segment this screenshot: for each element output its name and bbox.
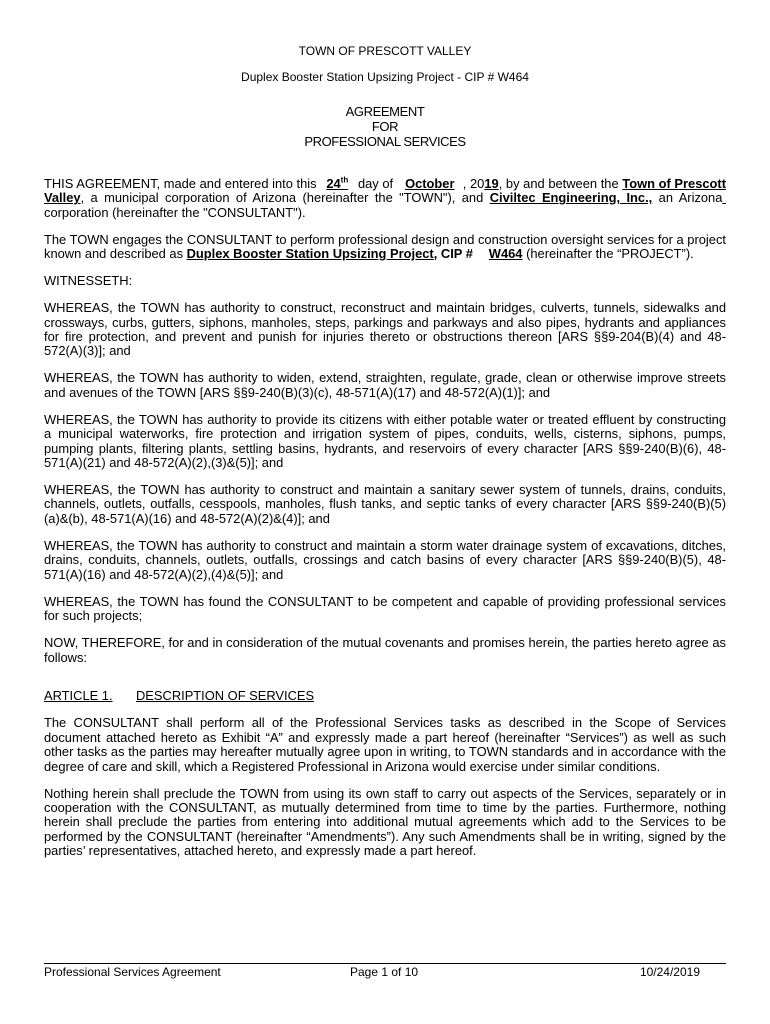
project-name: Duplex Booster Station Upsizing Project bbox=[186, 246, 434, 262]
month-field: October bbox=[405, 176, 455, 191]
document-body bbox=[44, 177, 726, 871]
footer-title: Professional Services Agreement bbox=[44, 965, 221, 979]
engages-text-1: The TOWN engages the CONSULTANT to perform professional design and construction oversight services for a project known and described as bbox=[44, 231, 726, 262]
page-number: Page 1 of 10 bbox=[350, 965, 419, 979]
header-project: Duplex Booster Station Upsizing Project - CIP # W464 bbox=[241, 70, 529, 84]
day-field bbox=[320, 177, 354, 191]
intro-text-7: corporation (hereinafter the "CONSULTANT"). bbox=[44, 204, 306, 220]
whereas-paragraph: WHEREAS, the TOWN has found the CONSULTANT to be competent and capable of providing professional services for such projects; bbox=[44, 593, 726, 624]
title-line-professional-services: PROFESSIONAL SERVICES bbox=[304, 134, 466, 149]
whereas-paragraph: WHEREAS, the TOWN has authority to provide its citizens with either potable water or treated effluent by constructing a municipal waterworks, fire protection and irrigation system of pipes, conduits, wells, cisterns, siphons, pumps, pumping plants, filtering plants, settling basins, hydrants, and reservoirs of every character [ARS §§9-240(B)(6), 48-571(A)(21) and 48-572(A)(2),(3)&(5)]; and bbox=[44, 411, 726, 471]
whereas-paragraph: WHEREAS, the TOWN has authority to construct, reconstruct and maintain bridges, culverts, tunnels, sidewalks and crossways, curbs, gutters, siphons, manholes, steps, parkings and parkways and also pipes, hydrants and appliances for fire protection, and prevent and punish for injuries thereto or obstructions thereon [ARS §§9-204(B)(4) and 48-572(A)(3)]; and bbox=[44, 300, 726, 359]
town-name: Town of Prescott Valley bbox=[44, 176, 727, 206]
intro-text-2: day of bbox=[357, 176, 394, 191]
year-field: 19 bbox=[484, 176, 499, 191]
witnesseth: WITNESSETH: bbox=[44, 273, 133, 289]
footer-date: 10/24/2019 bbox=[639, 965, 700, 979]
day-suffix: th bbox=[340, 175, 349, 185]
page-footer bbox=[44, 963, 726, 979]
consultant-name: Civiltec Engineering, Inc., bbox=[489, 190, 653, 206]
article-number: ARTICLE 1. bbox=[44, 687, 113, 703]
whereas-paragraph: WHEREAS, the TOWN has authority to widen, extend, straighten, regulate, grade, clean or otherwise improve streets and avenues of the TOWN [ARS §§9-240(B)(3)(c), 48-571(A)(17) and 48-572(A)(1)]; and bbox=[44, 370, 726, 400]
title-line-for: FOR bbox=[371, 119, 399, 134]
cip-label: , CIP # bbox=[433, 246, 477, 262]
intro-text-3: , 20 bbox=[462, 176, 485, 191]
article-heading bbox=[44, 689, 726, 703]
now-therefore-paragraph: NOW, THEREFORE, for and in consideration of the mutual covenants and promises herein, the parties hereto agree as follows: bbox=[44, 635, 726, 665]
intro-paragraph bbox=[44, 177, 726, 220]
whereas-paragraph: WHEREAS, the TOWN has authority to construct and maintain a storm water drainage system of excavations, ditches, drains, conduits, channels, outlets, outfalls, crossings and catch basins of every character [ARS §§9-240(B)(5), 48-571(A)(16) and 48-572(A)(2),(4)&(5)]; and bbox=[44, 537, 726, 582]
article-paragraph: The CONSULTANT shall perform all of the Professional Services tasks as described in the Scope of Services document attached hereto as Exhibit “A” and expressly made a part hereof (hereinafter “Services”) as well as such other tasks as the parties may hereafter mutually agree upon in writing, to TOWN standards and in accordance with the degree of care and skill, which a Registered Professional in Arizona would exercise under similar conditions. bbox=[44, 715, 726, 774]
intro-text-4: , by and between the bbox=[498, 176, 619, 191]
cip-number: W464 bbox=[488, 246, 523, 262]
engages-text-3: (hereinafter the “PROJECT”). bbox=[522, 246, 694, 262]
article-title: DESCRIPTION OF SERVICES bbox=[136, 687, 315, 703]
intro-text-6: an Arizona bbox=[652, 190, 723, 206]
intro-text-1: THIS AGREEMENT, made and entered into this bbox=[44, 176, 317, 191]
engages-paragraph bbox=[44, 233, 726, 262]
document-title bbox=[44, 104, 726, 149]
state-underline bbox=[722, 190, 726, 205]
whereas-paragraph: WHEREAS, the TOWN has authority to construct and maintain a sanitary sewer system of tunnels, drains, conduits, channels, outlets, outfalls, cesspools, manholes, flush tanks, and septic tanks of every character [ARS §§9-240(B)(5)(a)&(b), 48-571(A)(16) and 48-572(A)(2)&(4)]; and bbox=[44, 482, 726, 526]
title-line-agreement: AGREEMENT bbox=[345, 104, 425, 119]
intro-text-5: , a municipal corporation of Arizona (hereinafter the "TOWN"), and bbox=[80, 190, 484, 206]
header-town: TOWN OF PRESCOTT VALLEY bbox=[298, 44, 472, 58]
article-paragraph: Nothing herein shall preclude the TOWN from using its own staff to carry out aspects of the Services, separately or in cooperation with the CONSULTANT, as mutually determined from time to time by the parties. Furthermore, nothing herein shall preclude the parties from entering into additional mutual agreements which add to the Services to be performed by the CONSULTANT (hereinafter “Amendments”). Any such Amendments shall be in writing, signed by the parties’ representatives, attached hereto, and expressly made a part hereof. bbox=[44, 785, 726, 859]
day-value: 24 bbox=[326, 176, 341, 191]
